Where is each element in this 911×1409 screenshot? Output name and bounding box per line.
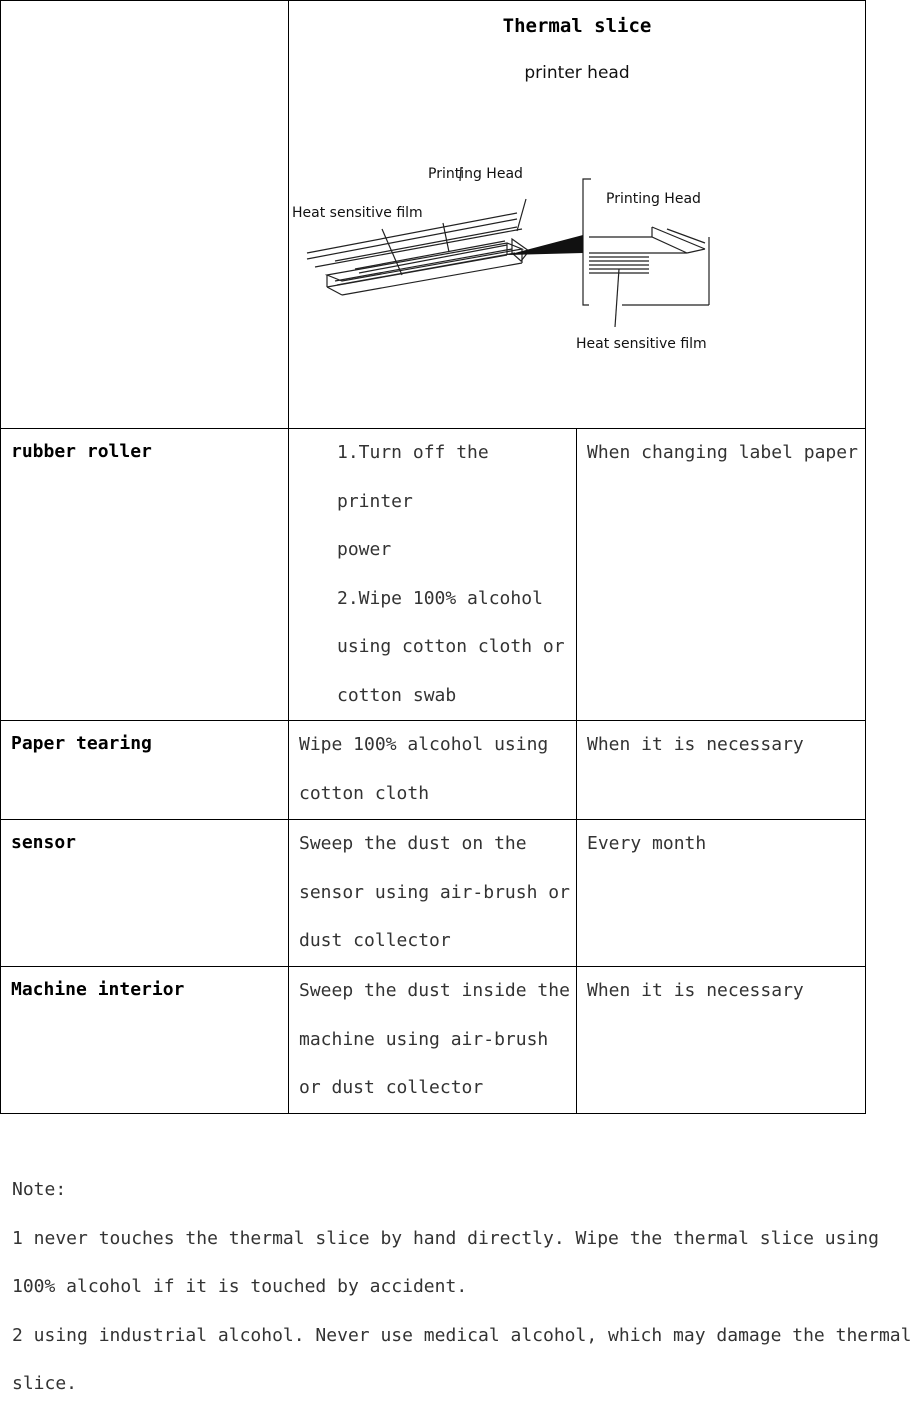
method-line: cotton cloth bbox=[299, 782, 430, 804]
printer-head-subtitle: printer head bbox=[524, 63, 630, 83]
method-cell bbox=[289, 721, 577, 820]
method-line: 2.Wipe 100% alcohol bbox=[337, 587, 543, 609]
method-cell bbox=[289, 429, 577, 721]
item-name: sensor bbox=[11, 832, 77, 853]
method-line: sensor using air-brush or bbox=[299, 881, 570, 903]
item-name-cell bbox=[1, 429, 289, 721]
printing-head-label-right: Printing Head bbox=[606, 191, 701, 207]
method-line: Sweep the dust inside the bbox=[299, 980, 570, 1001]
printing-head-label-left: Printing Head bbox=[428, 166, 523, 182]
table-row bbox=[1, 820, 866, 967]
method-line: dust collector bbox=[299, 930, 451, 951]
printer-head-diagram bbox=[292, 157, 747, 357]
note-line: slice. bbox=[12, 1373, 78, 1394]
item-name: rubber roller bbox=[11, 441, 152, 462]
table-row bbox=[1, 721, 866, 820]
note-line: 2 using industrial alcohol. Never use medical alcohol, which may damage the thermal bbox=[12, 1324, 911, 1346]
thermal-slice-cell bbox=[289, 1, 866, 429]
frequency-text: Every month bbox=[587, 833, 707, 854]
frequency-text: When changing label paper bbox=[587, 442, 858, 463]
frequency-cell bbox=[577, 721, 866, 820]
heat-film-label-left: Heat sensitive film bbox=[292, 205, 423, 221]
frequency-text: When it is necessary bbox=[587, 734, 804, 755]
method-cell bbox=[289, 820, 577, 967]
method-line: cotton swab bbox=[337, 684, 457, 706]
note-line: 1 never touches the thermal slice by hand directly. Wipe the thermal slice using bbox=[12, 1227, 879, 1249]
note-section bbox=[12, 1166, 911, 1409]
item-name-cell bbox=[1, 820, 289, 967]
empty-cell bbox=[1, 1, 289, 429]
table-row bbox=[1, 967, 866, 1114]
frequency-cell bbox=[577, 429, 866, 721]
method-line: using cotton cloth or bbox=[337, 636, 565, 657]
method-line: power bbox=[337, 539, 392, 560]
frequency-cell bbox=[577, 967, 866, 1114]
heat-film-label-right: Heat sensitive film bbox=[576, 336, 707, 352]
method-line: machine using air-brush bbox=[299, 1028, 549, 1050]
method-line: or dust collector bbox=[299, 1077, 484, 1098]
item-name-cell bbox=[1, 721, 289, 820]
item-name: Machine interior bbox=[11, 979, 185, 1000]
method-line: 1.Turn off the printer bbox=[337, 442, 489, 512]
method-line: Sweep the dust on the bbox=[299, 833, 527, 854]
magnify-wedge bbox=[507, 235, 583, 255]
note-heading: Note: bbox=[12, 1179, 67, 1200]
table-row bbox=[1, 1, 866, 429]
item-name: Paper tearing bbox=[11, 733, 152, 754]
table-row bbox=[1, 429, 866, 721]
item-name-cell bbox=[1, 967, 289, 1114]
frequency-text: When it is necessary bbox=[587, 980, 804, 1001]
frequency-cell bbox=[577, 820, 866, 967]
method-line: Wipe 100% alcohol using bbox=[299, 734, 549, 755]
method-cell bbox=[289, 967, 577, 1114]
thermal-slice-title: Thermal slice bbox=[502, 15, 652, 37]
note-line: 100% alcohol if it is touched by accident. bbox=[12, 1276, 468, 1297]
